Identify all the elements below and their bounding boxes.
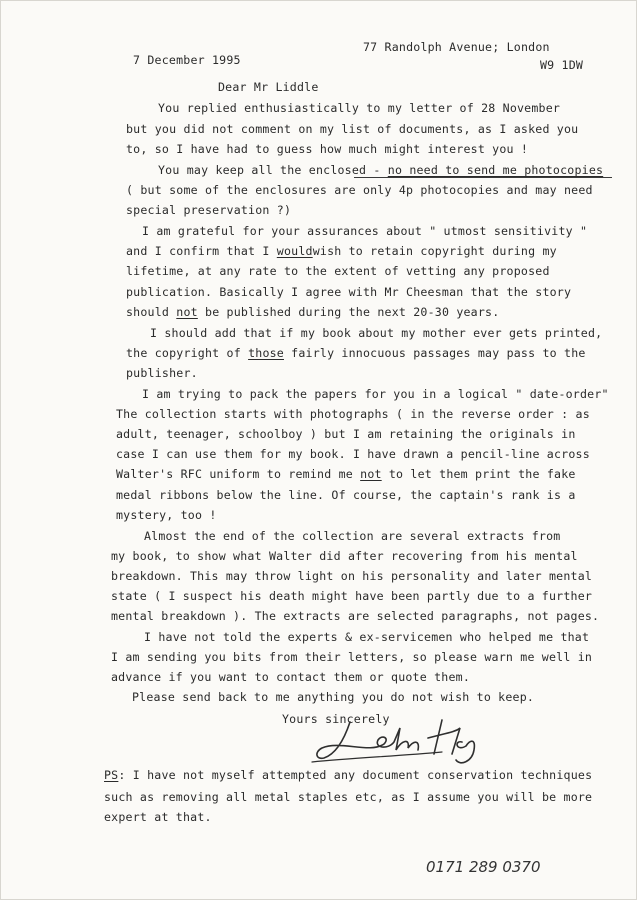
handwritten-underline (354, 177, 612, 178)
body-line: mystery, too ! (116, 508, 217, 522)
body-line: I have not told the experts & ex-servicemen who helped me that (144, 630, 590, 644)
body-line: advance if you want to contact them or quote them. (111, 670, 471, 684)
body-line: You may keep all the enclosed - no need to send me photocopies (158, 163, 604, 177)
body-line: publisher. (126, 366, 198, 380)
body-line: Almost the end of the collection are several extracts from (144, 529, 561, 543)
body-line: Please send back to me anything you do not wish to keep. (132, 690, 535, 704)
body-line: lifetime, at any rate to the extent of vetting any proposed (126, 264, 550, 278)
body-line: adult, teenager, schoolboy ) but I am retaining the originals in (116, 427, 576, 441)
body-line: The collection starts with photographs ( in the reverse order : as (116, 407, 590, 421)
body-line: medal ribbons below the line. Of course, the captain's rank is a (116, 488, 576, 502)
body-line: I am grateful for your assurances about " utmost sensitivity " (142, 224, 588, 238)
body-line: I am sending you bits from their letters, so please warn me well in (111, 650, 593, 664)
ps-line: PS: I have not myself attempted any document conservation techniques (104, 768, 593, 782)
body-line: and I confirm that I wouldwish to retain copyright during my (126, 244, 557, 258)
body-line: publication. Basically I agree with Mr Cheesman that the story (126, 285, 572, 299)
body-line: Walter's RFC uniform to remind me not to let them print the fake (116, 467, 576, 481)
body-line: You replied enthusiastically to my letter of 28 November (158, 101, 561, 115)
body-line: the copyright of those fairly innocuous passages may pass to the (126, 346, 586, 360)
body-line: state ( I suspect his death might have been partly due to a further (111, 589, 593, 603)
ps-line: expert at that. (104, 810, 212, 824)
salutation: Dear Mr Liddle (218, 80, 319, 94)
sender-address-line2: W9 1DW (540, 58, 584, 72)
body-line: I should add that if my book about my mother ever gets printed, (150, 326, 603, 340)
sender-address-line1: 77 Randolph Avenue; London (363, 40, 550, 54)
body-line: my book, to show what Walter did after recovering from his mental (111, 549, 578, 563)
ps-line: such as removing all metal staples etc, as I assume you will be more (104, 790, 593, 804)
body-line: ( but some of the enclosures are only 4p photocopies and may need (126, 183, 593, 197)
body-line: to, so I have had to guess how much might interest you ! (126, 142, 529, 156)
body-line: but you did not comment on my list of documents, as I asked you (126, 122, 579, 136)
body-line: should not be published during the next 20-30 years. (126, 305, 500, 319)
body-line: mental breakdown ). The extracts are selected paragraphs, not pages. (111, 609, 600, 623)
closing: Yours sincerely (282, 712, 390, 726)
body-line: I am trying to pack the papers for you in a logical " date-order" (142, 387, 609, 401)
signature (310, 710, 510, 770)
letter-date: 7 December 1995 (133, 53, 241, 67)
ps-label: PS (104, 768, 119, 782)
body-line: special preservation ?) (126, 203, 292, 217)
handwritten-phone-number: 0171 289 0370 (426, 858, 541, 876)
body-line: case I can use them for my book. I have drawn a pencil-line across (116, 447, 590, 461)
body-line: breakdown. This may throw light on his personality and later mental (111, 569, 593, 583)
